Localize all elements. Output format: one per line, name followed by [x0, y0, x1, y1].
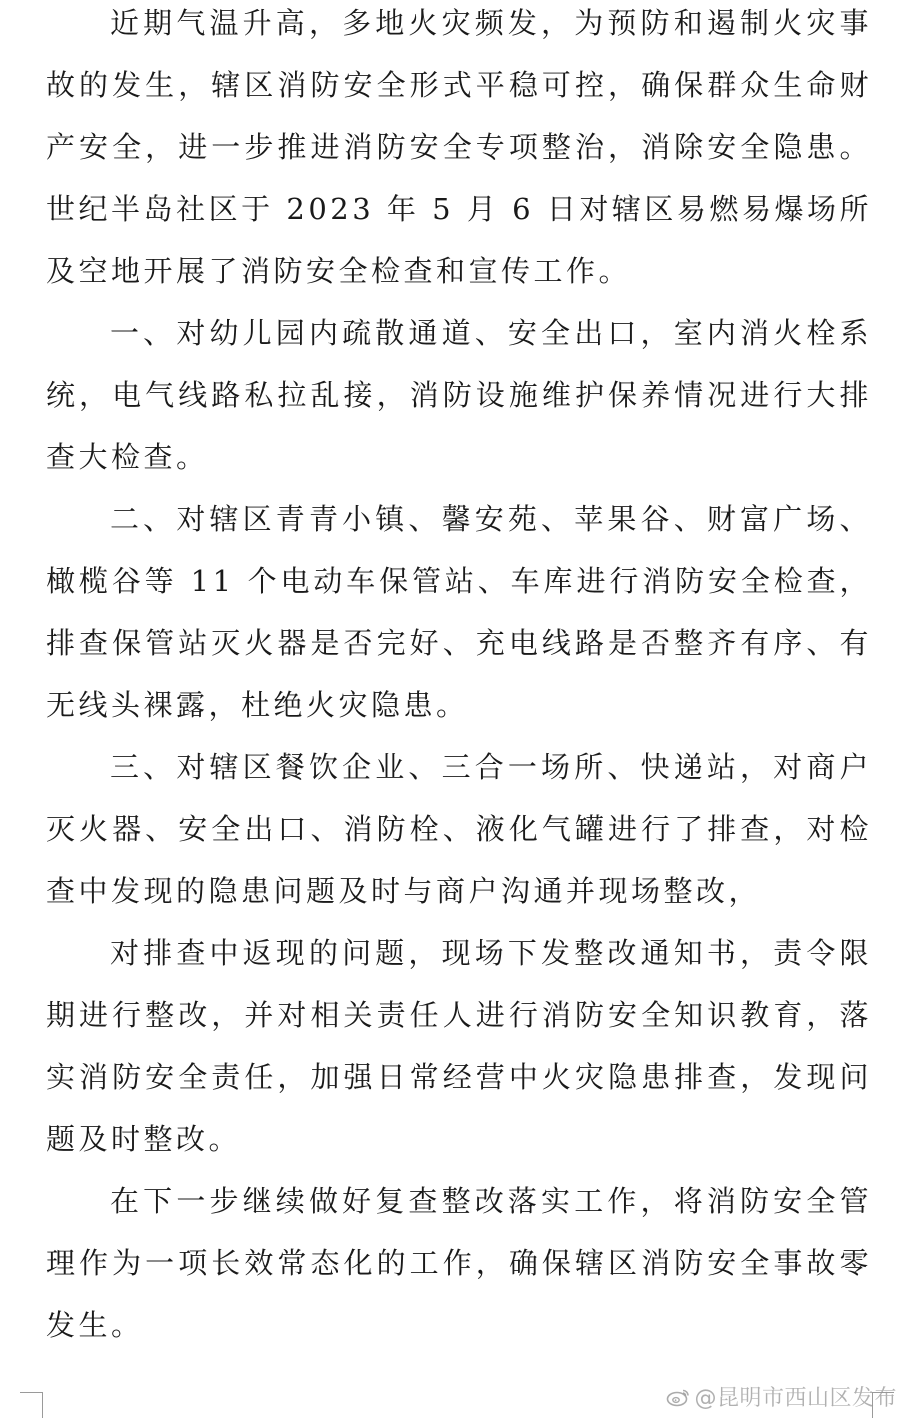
paragraph-item-1: 一、对幼儿园内疏散通道、安全出口，室内消火栓系统，电气线路私拉乱接，消防设施维护保养情况进行大排查大检查。: [46, 316, 872, 474]
paragraph-intro: 近期气温升高，多地火灾频发，为预防和遏制火灾事故的发生，辖区消防安全形式平稳可控，确保群众生命财产安全，进一步推进消防安全专项整治，消除安全隐患。世纪半岛社区于 2023 年 5 月 6 日对辖区易燃易爆场所及空地开展了消防安全检查和宣传工作。: [46, 6, 872, 288]
paragraph-item-3: 三、对辖区餐饮企业、三合一场所、快递站，对商户灭火器、安全出口、消防栓、液化气罐进行了排查，对检查中发现的隐患问题及时与商户沟通并现场整改，: [46, 750, 872, 908]
crop-mark-bottom-left-h: [20, 1392, 42, 1393]
weibo-icon: [666, 1387, 690, 1407]
watermark-text: @昆明市西山区发布: [694, 1386, 897, 1411]
watermark: [666, 1381, 897, 1412]
paragraph-next-steps: 在下一步继续做好复查整改落实工作，将消防安全管理作为一项长效常态化的工作，确保辖区消防安全事故零发生。: [46, 1184, 872, 1342]
document-body: [46, 0, 872, 1356]
paragraph-rectification: 对排查中返现的问题，现场下发整改通知书，责令限期进行整改，并对相关责任人进行消防安全知识教育，落实消防安全责任，加强日常经营中火灾隐患排查，发现问题及时整改。: [46, 936, 872, 1156]
crop-mark-bottom-left: [20, 1392, 43, 1418]
paragraph-item-2: 二、对辖区青青小镇、馨安苑、苹果谷、财富广场、橄榄谷等 11 个电动车保管站、车库进行消防安全检查，排查保管站灭火器是否完好、充电线路是否整齐有序、有无线头裸露，杜绝火灾隐患。: [46, 502, 872, 722]
